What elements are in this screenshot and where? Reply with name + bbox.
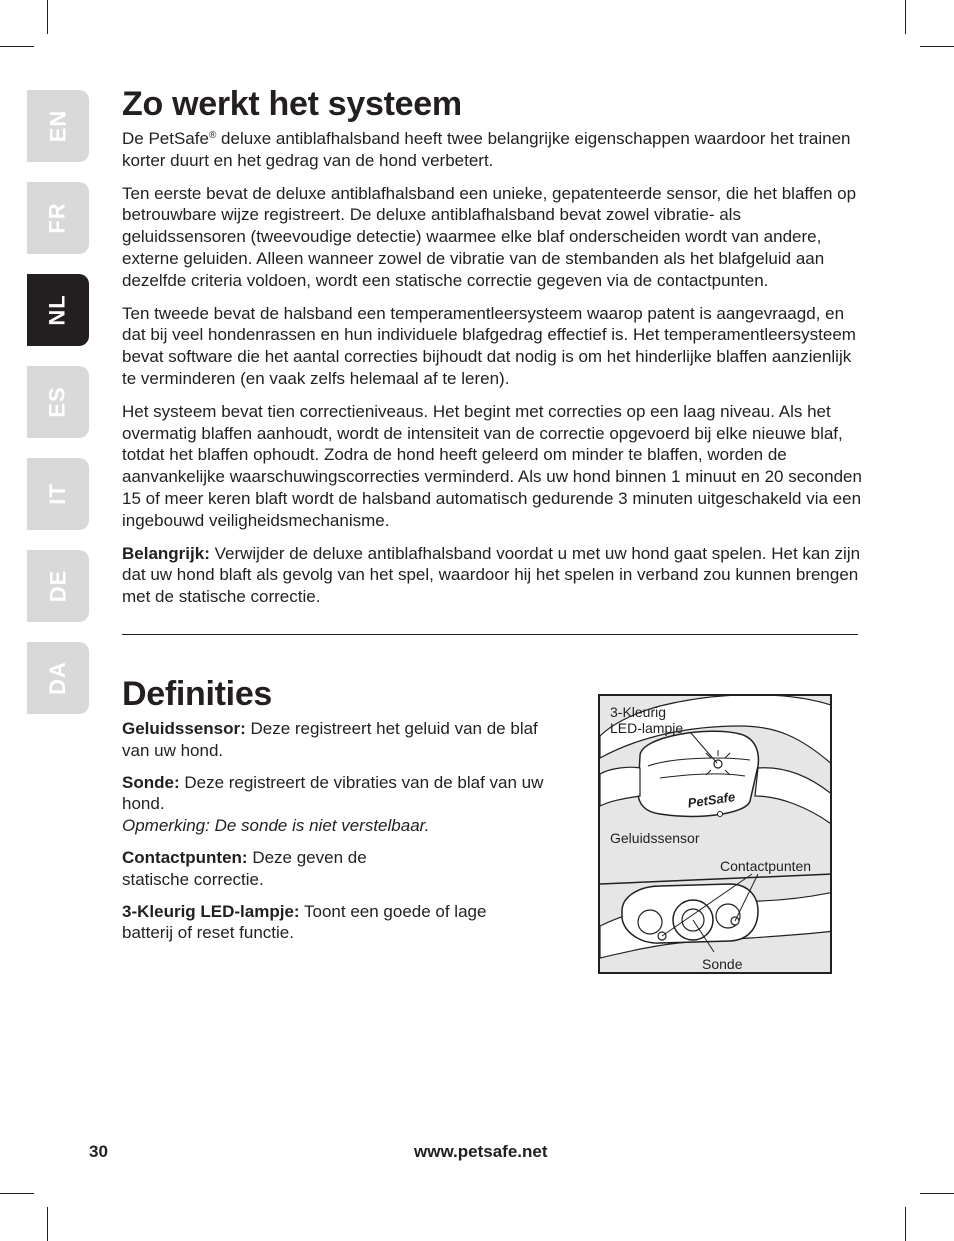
definition-item [122, 772, 562, 837]
tab-language-label: IT [45, 483, 70, 505]
tab-language-es[interactable] [27, 366, 89, 438]
definitions-section [122, 674, 562, 954]
registered-mark: ® [208, 130, 217, 141]
paragraph-temperament: Ten tweede bevat de halsband een temperamentleersysteem waarop patent is aangevraagd, en dat bij veel hondenrassen en hun individuele blafgedrag effectief is. Het temperamentleersysteem bevat software die het aantal correcties bijhoudt dat nodig is om het hinderlijke blaffen aanzienlijk te verminderen (en vaak zelfs helemaal af te leren). [122, 303, 856, 388]
tab-language-de[interactable] [27, 550, 89, 622]
label-contact-points: Contactpunten [720, 858, 812, 874]
tab-language-it[interactable] [27, 458, 89, 530]
definition-term: Geluidssensor: [122, 719, 246, 738]
section-title: Definities [122, 675, 273, 713]
label-sound-sensor: Geluidssensor [610, 830, 700, 846]
how-it-works-section [122, 84, 867, 619]
crop-mark [905, 0, 906, 34]
crop-mark [920, 1193, 954, 1194]
definition-text: Deze registreert het geluid van de blaf van uw hond. [122, 719, 538, 760]
tab-language-da[interactable] [27, 642, 89, 714]
important-text: Verwijder de deluxe antiblafhalsband voordat u met uw hond gaat spelen. Het kan zijn dat uw hond blaft als gevolg van het spel, waardoor hij het spelen in verband zou kunnen brengen met de statische correctie. [122, 543, 861, 607]
collar-illustration [598, 694, 832, 974]
footer-url: www.petsafe.net [414, 1142, 548, 1161]
definition-term: Contactpunten: [122, 847, 248, 867]
definition-item [122, 718, 562, 762]
tab-language-fr[interactable] [27, 182, 89, 254]
page-number: 30 [89, 1142, 108, 1161]
section-divider [122, 634, 858, 635]
tab-language-label: NL [44, 294, 70, 326]
tab-language-en[interactable] [27, 90, 89, 162]
crop-mark [47, 0, 48, 34]
label-led-lamp [610, 704, 683, 736]
crop-mark [905, 1207, 906, 1241]
crop-mark [920, 46, 954, 47]
intro-text-rest: deluxe antiblafhalsband heeft twee belangrijke eigenschappen waardoor het trainen korter duurt en het gedrag van de hond verbetert. [122, 129, 851, 170]
tab-language-label: EN [45, 109, 70, 143]
intro-paragraph [122, 128, 867, 172]
tab-language-label: DA [45, 661, 70, 695]
definition-term: 3-Kleurig LED-lampje: [122, 901, 300, 921]
crop-mark [47, 1207, 48, 1241]
tab-language-label: ES [44, 386, 70, 418]
paragraph-levels: Het systeem bevat tien correctieniveaus. Het begint met correcties op een laag niveau. Als het overmatig blaffen aanhoudt, wordt de intensiteit van de correctie opgevoerd bij elke nieuwe blaf, totdat het blaffen ophoudt. Zodra de hond heeft geleerd om minder te blaffen, worden de aanvankelijke waarschuwingscorrecties verminderd. Als uw hond binnen 1 minuut en 20 seconden 15 of meer keren blaft wordt de halsband automatisch gedurende 3 minuten uitgeschakeld via een ingebouwd veiligheidsmechanisme. [122, 401, 862, 530]
label-probe: Sonde [702, 956, 743, 972]
label-led-line1: 3-Kleurig [610, 704, 667, 720]
intro-text: De PetSafe [122, 129, 209, 148]
definition-item [122, 847, 412, 891]
definition-item [122, 901, 542, 945]
tab-language-nl[interactable] [27, 274, 89, 346]
crop-mark [0, 46, 34, 47]
important-label: Belangrijk: [122, 543, 210, 563]
definition-term: Sonde: [122, 772, 180, 792]
crop-mark [0, 1193, 34, 1194]
tab-language-label: FR [44, 202, 70, 234]
definition-text: Deze registreert de vibraties van de blaf van uw hond. [122, 772, 544, 814]
definition-text: Deze geven de statische correctie. [122, 847, 367, 889]
label-led-line2: LED-lampje [610, 720, 684, 736]
tab-language-label: DE [45, 569, 70, 603]
paragraph-sensor: Ten eerste bevat de deluxe antiblafhalsband een unieke, gepatenteerde sensor, die het blaffen op betrouwbare wijze registreert. De deluxe antiblafhalsband bevat zowel vibratie- als geluidssensoren (tweevoudige detectie) waarmee elke blaf onderscheiden wordt van andere, externe geluiden. Alleen wanneer zowel de vibratie van de stembanden als het blafgeluid aan dezelfde criteria voldoen, wordt een statische correctie gegeven via de contactpunten. [122, 183, 857, 290]
section-title: Zo werkt het systeem [122, 85, 462, 123]
definition-note: Opmerking: De sonde is niet verstelbaar. [122, 816, 430, 836]
important-note [122, 543, 867, 608]
brand-logo: PetSafe [686, 789, 737, 811]
definition-text: Toont een goede of lage batterij of reset functie. [122, 901, 487, 943]
